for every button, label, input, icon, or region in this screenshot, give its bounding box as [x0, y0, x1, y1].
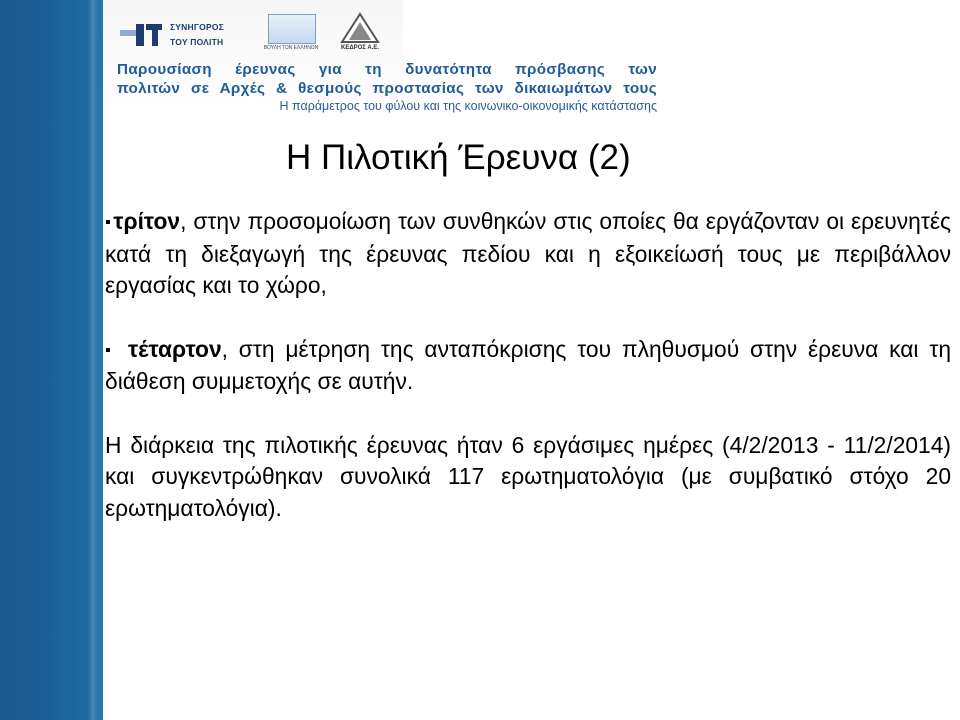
parliament-logo	[260, 12, 322, 52]
bullet-keyword: τρίτον	[113, 208, 181, 234]
bullet-square-icon: ▪	[105, 214, 112, 231]
bullet-item-fourth	[105, 334, 951, 398]
subtitle-line-2: πολιτών σε Αρχές & θεσμούς προστασίας των δικαιωμάτων τους	[117, 80, 657, 97]
subtitle-line-1: Παρουσίαση έρευνας για τη δυνατότητα πρόσβασης των	[117, 61, 657, 78]
kedros-caption: ΚΕΔΡΟΣ Α.Ε.	[340, 45, 380, 51]
closing-paragraph: Η διάρκεια της πιλοτικής έρευνας ήταν 6 εργάσιμες ημέρες (4/2/2013 - 11/2/2014) και συγκεντρώθηκαν συνολικά 117 ερωτηματολόγια (με συμβατικό στόχο 20 ερωτηματολόγια).	[105, 431, 951, 521]
synigoros-logo-text: ΣΥΝΗΓΟΡΟΣ ΤΟΥ ΠΟΛΙΤΗ	[170, 22, 224, 47]
left-sidebar-band	[0, 0, 103, 720]
parliament-caption: ΒΟΥΛΗ ΤΩΝ ΕΛΛΗΝΩΝ	[263, 45, 319, 51]
kedros-triangle-logo-icon	[338, 12, 382, 44]
subtitle-line-3: Η παράμετρος του φύλου και της κοινωνικο-οικονομικής κατάστασης	[279, 99, 657, 113]
bullet-item-third	[105, 206, 951, 302]
bullet-text: , στη μέτρηση της ανταπόκρισης του πληθυσμού στην έρευνα και τη διάθεση συμμετοχής σε αυτήν.	[105, 335, 951, 394]
parliament-emblem-icon	[268, 14, 316, 44]
synigoros-logo-mark-icon	[120, 22, 164, 48]
bullet-keyword: τέταρτον	[128, 335, 222, 362]
bullet-square-icon: ▪	[105, 341, 116, 359]
synigoros-logo	[120, 18, 250, 52]
presentation-subtitle	[117, 60, 657, 114]
slide-title: Η Πιλοτική Έρευνα (2)	[286, 138, 631, 177]
slide-body	[105, 206, 951, 524]
bullet-text: , στην προσομοίωση των συνθηκών στις οποίες θα εργάζονταν οι ερευνητές κατά τη διεξαγωγή της έρευνας πεδίου και η εξοικείωσή τους με περιβάλλον εργασίας και το χώρο,	[105, 208, 952, 298]
kedros-logo	[338, 12, 382, 52]
